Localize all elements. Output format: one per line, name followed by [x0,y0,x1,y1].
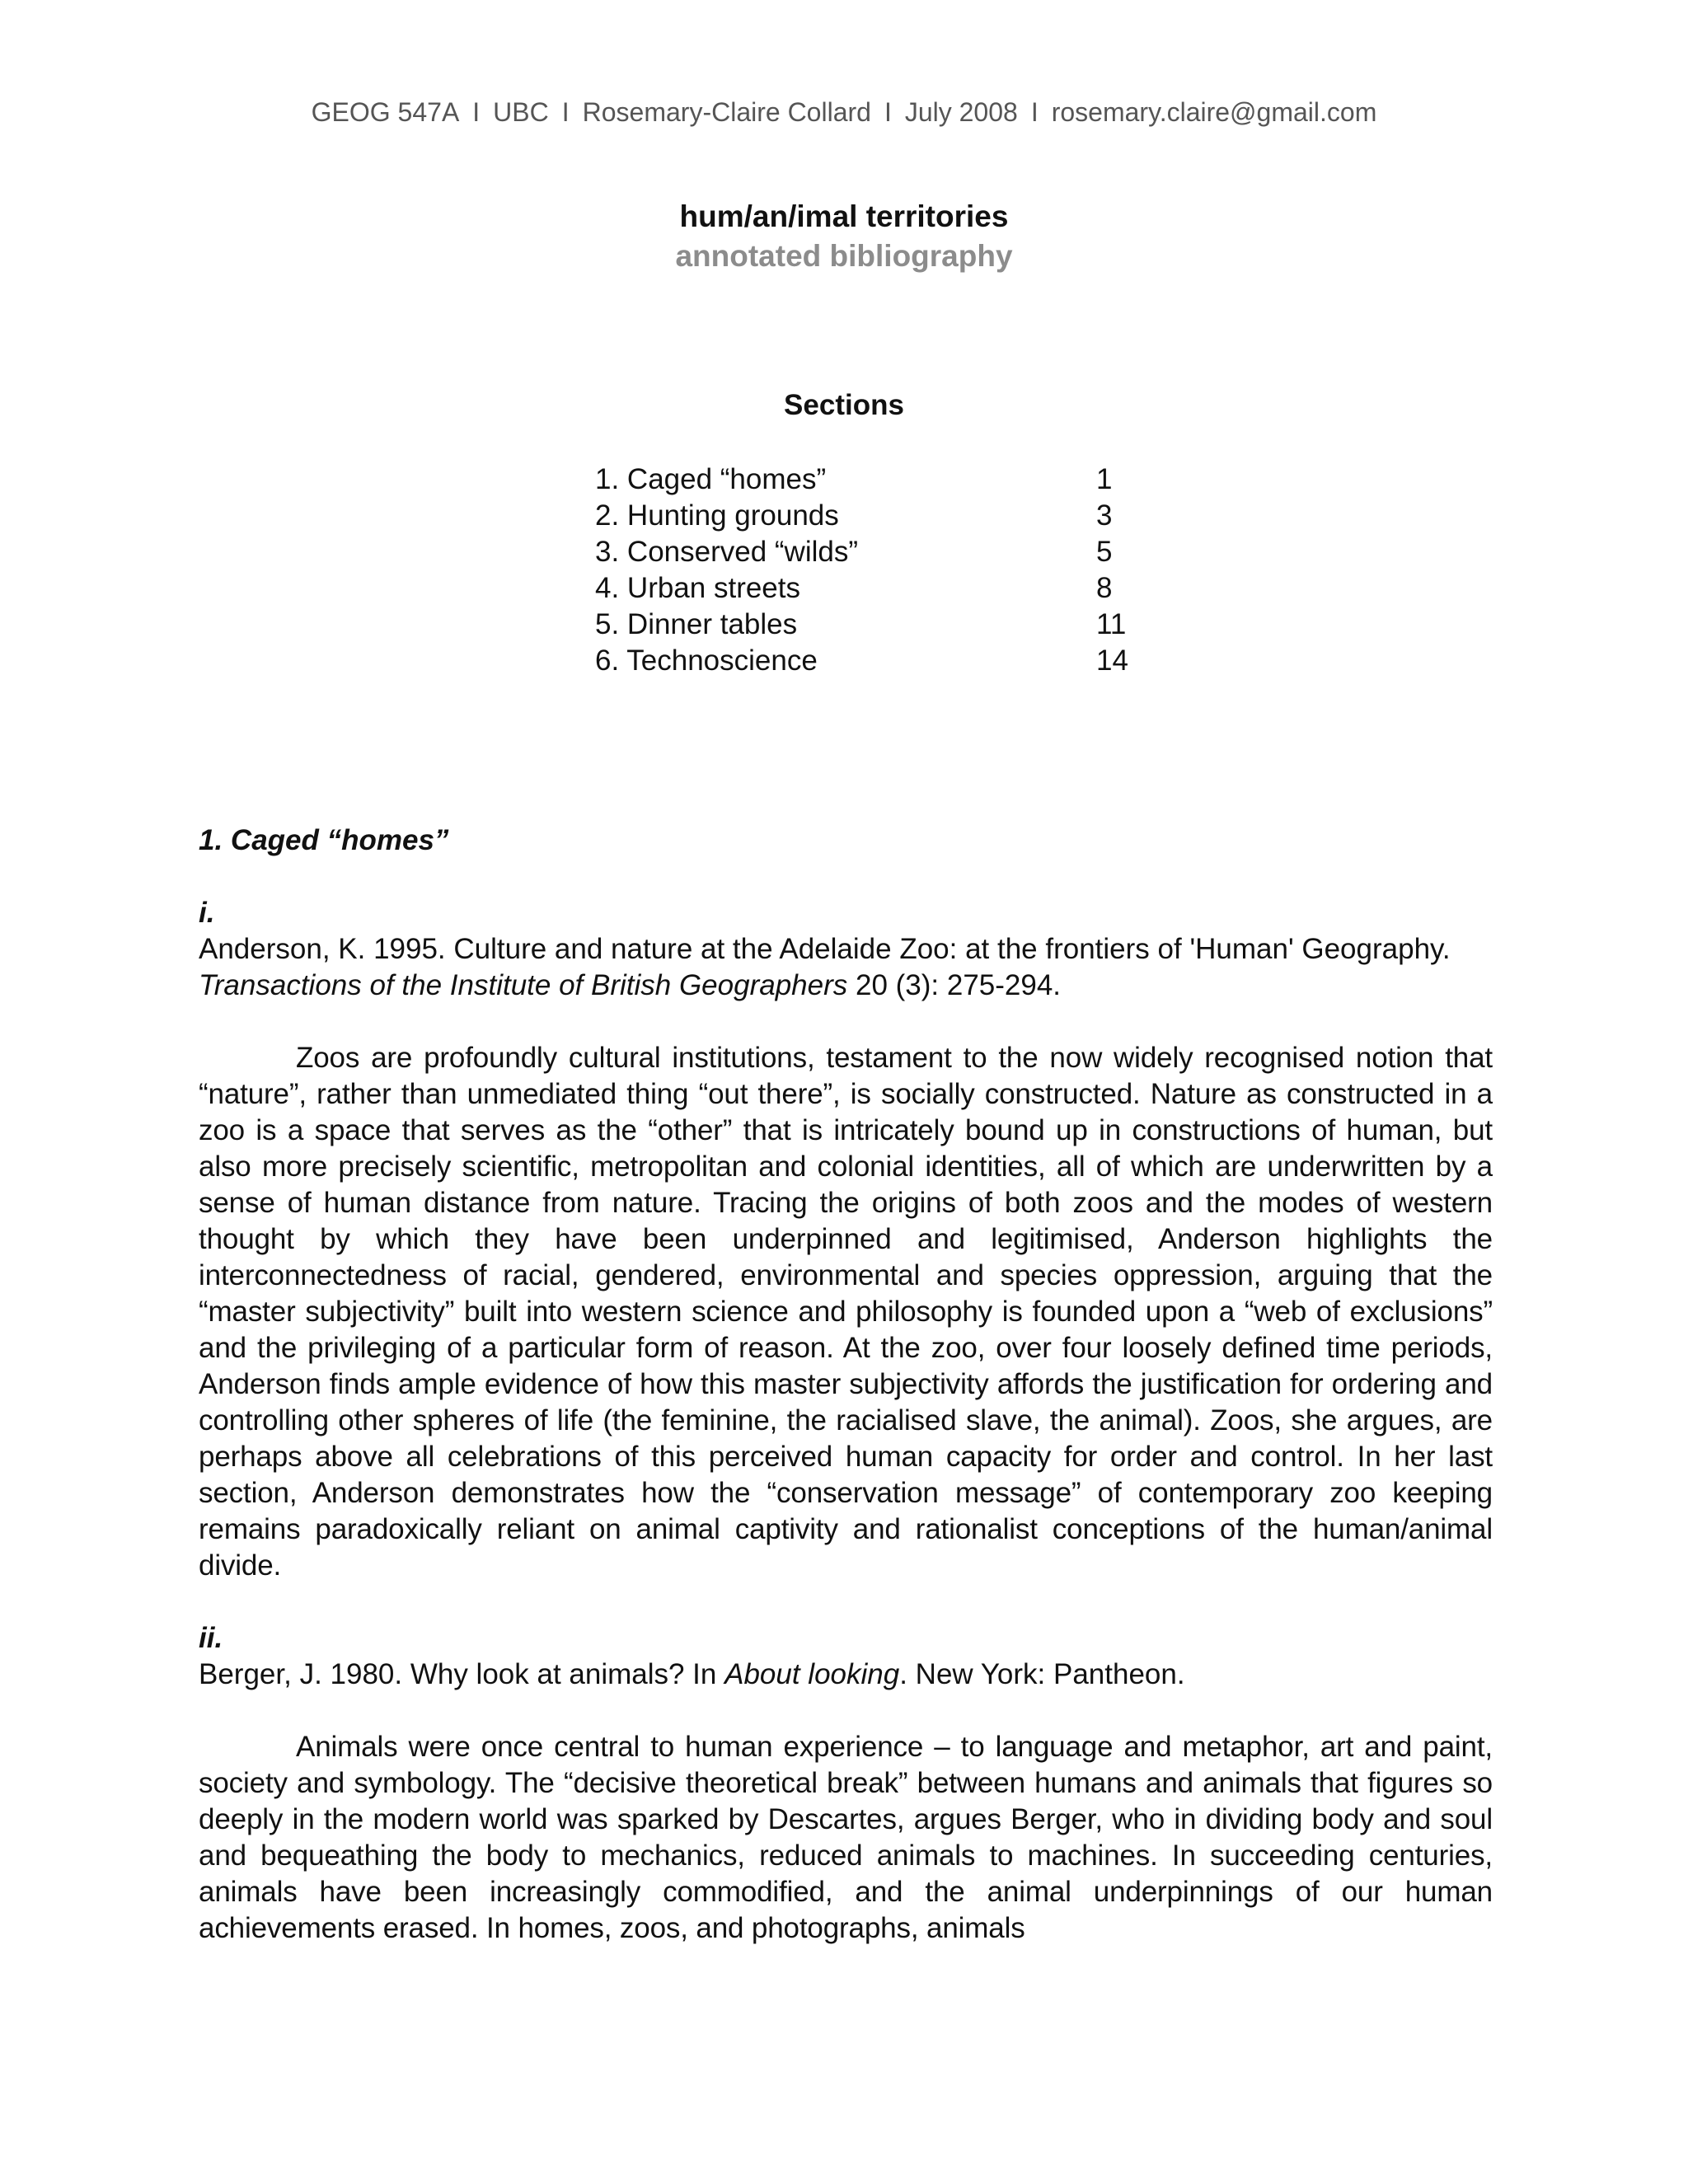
toc-page-number: 1 [1096,463,1113,495]
header-author: Rosemary-Claire Collard [582,97,871,127]
annotation-paragraph: Animals were once central to human experience – to language and metaphor, art and paint, society and symbology. The “decisive theoretical break” between humans and animals that figures so deeply in the modern world was sparked by Descartes, argues Berger, who in dividing body and soul and bequeathing the body to mechanics, reduced animals to machines. In succeeding centuries, animals have been increasingly commodified, and the animal underpinnings of our human achievements erased. In homes, zoos, and photographs, animals [199,1731,1493,1944]
toc-page-number: 8 [1096,572,1113,604]
toc-row [595,462,1139,498]
toc-row [595,534,1139,570]
toc-label: 4. Urban streets [595,572,800,604]
toc-label: 3. Conserved “wilds” [595,536,858,568]
annotation-paragraph: Zoos are profoundly cultural institutions, testament to the now widely recognised notion that “nature”, rather than unmediated thing “out there”, is socially constructed. Nature as constructed in a zoo is a space that serves as the “other” that is intricately bound up in constructions of human, but also more precisely scientific, metropolitan and colonial identities, all of which are underwritten by a sense of human distance from nature. Tracing the origins of both zoos and the modes of western thought by which they have been underpinned and legitimised, Anderson highlights the interconnectedness of racial, gendered, environmental and species oppression, arguing that the “master subjectivity” built into western science and philosophy is founded upon a “web of exclusions” and the privileging of a particular form of reason. At the zoo, over four loosely defined time periods, Anderson finds ample evidence of how this master subjectivity affords the justification for ordering and controlling other spheres of life (the feminine, the racialised slave, the animal). Zoos, she argues, are perhaps above all celebrations of this perceived human capacity for order and control. In her last section, Anderson demonstrates how the “conservation message” of contemporary zoo keeping remains paradoxically reliant on animal captivity and rationalist conceptions of the human/animal divide. [199,1042,1493,1582]
toc-label: 5. Dinner tables [595,608,798,640]
toc-page-number: 11 [1096,608,1127,640]
citation-book: About looking [724,1658,900,1690]
citation-text: Berger, J. 1980. Why look at animals? In [199,1658,725,1690]
citation [199,931,1493,1004]
citation-journal: Transactions of the Institute of British Geographers [199,969,848,1001]
citation-text: 20 (3): 275-294. [847,969,1062,1001]
toc-page-number: 5 [1096,536,1113,568]
section-body [199,823,1493,1947]
entry-number: i. [199,897,215,929]
header-university: UBC [493,97,549,127]
spacer [199,1004,1493,1040]
citation [199,1657,1493,1693]
toc-page-number: 3 [1096,499,1113,532]
toc-label: 2. Hunting grounds [595,499,839,532]
toc-label: 6. Technoscience [595,644,818,677]
toc-row [595,498,1139,534]
spacer [199,1693,1493,1729]
toc-page-number: 14 [1096,644,1128,677]
header-separator: I [472,97,481,127]
citation-text: . New York: Pantheon. [899,1658,1185,1690]
spacer [199,859,1493,895]
table-of-contents [595,462,1139,679]
entry-number: ii. [199,1622,223,1654]
spacer [199,1584,1493,1620]
toc-row [595,643,1139,679]
header-separator: I [1030,97,1039,127]
toc-row [595,607,1139,643]
header-course: GEOG 547A [311,97,460,127]
header-date: July 2008 [904,97,1018,127]
header-separator: I [561,97,570,127]
header-separator: I [884,97,892,127]
document-subtitle: annotated bibliography [675,239,1013,273]
section-title: 1. Caged “homes” [199,824,449,856]
toc-label: 1. Caged “homes” [595,463,827,495]
header-email: rosemary.claire@gmail.com [1051,97,1377,127]
toc-row [595,570,1139,607]
sections-heading: Sections [784,389,904,421]
document-title: hum/an/imal territories [679,199,1009,233]
page-header [0,97,1688,128]
citation-text: Anderson, K. 1995. Culture and nature at the Adelaide Zoo: at the frontiers of 'Human' Geography. [199,933,1451,965]
